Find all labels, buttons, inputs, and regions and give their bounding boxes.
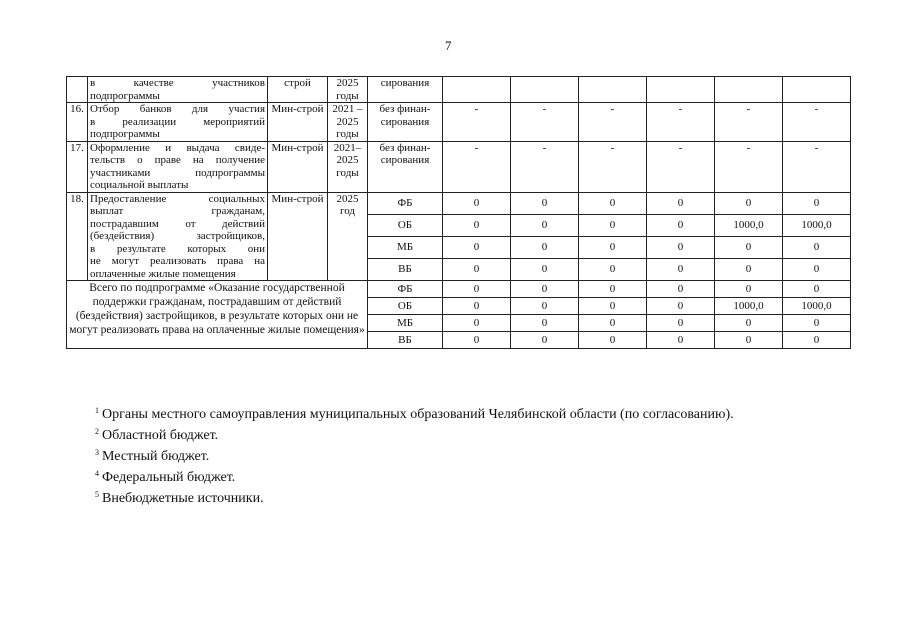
value-cell: 0	[783, 192, 851, 214]
footnote	[95, 444, 734, 465]
funding-source-cell: ОБ	[368, 214, 443, 236]
value-cell: 0	[579, 258, 647, 280]
value-cell: 0	[511, 236, 579, 258]
event-name-cell	[88, 77, 268, 103]
value-cell: 0	[579, 192, 647, 214]
value-cell: 0	[647, 236, 715, 258]
event-name-cell	[88, 103, 268, 142]
event-name-line: Отбор банков для участия	[90, 103, 265, 115]
footnote-mark: 4	[95, 469, 99, 478]
value-cell: 0	[579, 298, 647, 315]
term-cell: 2025 годы	[328, 77, 368, 103]
value-cell: 0	[443, 298, 511, 315]
value-cell: -	[783, 103, 851, 142]
footnote-text: Федеральный бюджет.	[102, 470, 236, 485]
funding-source-cell: ВБ	[368, 332, 443, 349]
event-name-line: пострадавшим от действий	[90, 217, 265, 230]
funding-source-cell: МБ	[368, 315, 443, 332]
total-label-cell: Всего по подпрограмме «Оказание государственной поддержки гражданам, пострадавшим от действий (бездействия) застройщиков, в результате которых они не могут реализовать права на оплаченные жилые помещения»	[67, 281, 368, 349]
value-cell	[715, 77, 783, 103]
value-cell: 0	[511, 192, 579, 214]
funding-cell: сирования	[368, 77, 443, 103]
footnote	[95, 402, 734, 423]
value-cell	[511, 77, 579, 103]
value-cell: 0	[511, 214, 579, 236]
footnote	[95, 486, 734, 507]
event-name-line: (бездействия) застройщиков,	[90, 230, 265, 242]
value-cell: 0	[511, 281, 579, 298]
funding-source-cell: МБ	[368, 236, 443, 258]
event-name-line: в результате которых они	[90, 242, 265, 255]
row-number: 16.	[67, 103, 88, 142]
value-cell: 0	[647, 281, 715, 298]
value-cell: 0	[783, 315, 851, 332]
value-cell: 0	[783, 281, 851, 298]
value-cell: 0	[511, 332, 579, 349]
value-cell: -	[579, 141, 647, 192]
value-cell: 0	[647, 332, 715, 349]
event-name-cell	[88, 141, 268, 192]
funding-source-cell: ФБ	[368, 281, 443, 298]
funding-cell: без финан-сирования	[368, 141, 443, 192]
value-cell: 1000,0	[715, 214, 783, 236]
value-cell: -	[511, 141, 579, 192]
executor-cell: Мин-строй	[268, 192, 328, 281]
value-cell: 0	[715, 258, 783, 280]
executor-cell: Мин-строй	[268, 141, 328, 192]
value-cell: -	[443, 141, 511, 192]
footnote-text: Местный бюджет.	[102, 449, 210, 464]
event-name-line: не могут реализовать права на	[90, 255, 265, 267]
term-cell: 2021 – 2025 годы	[328, 103, 368, 142]
value-cell: 0	[647, 192, 715, 214]
event-name-line: выплат гражданам,	[90, 205, 265, 217]
footnote-mark: 2	[95, 427, 99, 436]
table-row	[67, 77, 851, 103]
value-cell: 0	[443, 258, 511, 280]
page-number: 7	[445, 38, 452, 53]
value-cell: -	[715, 141, 783, 192]
event-name-line: социальной выплаты	[90, 179, 189, 191]
event-name-cell	[88, 192, 268, 281]
value-cell	[579, 77, 647, 103]
value-cell: 1000,0	[715, 298, 783, 315]
value-cell: 0	[647, 258, 715, 280]
value-cell: 0	[783, 236, 851, 258]
value-cell: -	[511, 103, 579, 142]
value-cell: -	[783, 141, 851, 192]
executor-cell: строй	[268, 77, 328, 103]
event-name-line: участниками подпрограммы	[90, 166, 265, 179]
value-cell: 0	[511, 258, 579, 280]
event-name-line: в реализации мероприятий	[90, 115, 265, 128]
event-name-line: подпрограммы	[90, 89, 160, 102]
value-cell: 0	[579, 315, 647, 332]
value-cell: 0	[511, 315, 579, 332]
footnote-mark: 1	[95, 406, 99, 415]
event-name-line: тельств о праве на получение	[90, 154, 265, 166]
footnote	[95, 423, 734, 444]
row-number	[67, 77, 88, 103]
value-cell: -	[579, 103, 647, 142]
funding-source-cell: ФБ	[368, 192, 443, 214]
footnote	[95, 465, 734, 486]
footnote-text: Органы местного самоуправления муниципальных образований Челябинской области (по согласованию).	[102, 407, 734, 422]
value-cell: 0	[647, 214, 715, 236]
value-cell: 0	[579, 332, 647, 349]
value-cell: 0	[715, 315, 783, 332]
value-cell: 0	[443, 315, 511, 332]
value-cell: 0	[715, 281, 783, 298]
value-cell: 0	[443, 214, 511, 236]
value-cell: 1000,0	[783, 298, 851, 315]
value-cell: 0	[443, 281, 511, 298]
table-row	[67, 192, 851, 214]
footnote-text: Областной бюджет.	[102, 428, 219, 443]
event-name-line: Оформление и выдача свиде-	[90, 141, 265, 154]
event-name-line: Предоставление социальных	[90, 192, 265, 205]
event-name-line: подпрограммы	[90, 128, 160, 140]
value-cell: 0	[443, 236, 511, 258]
row-number: 17.	[67, 141, 88, 192]
value-cell: -	[443, 103, 511, 142]
footnote-text: Внебюджетные источники.	[102, 491, 264, 506]
footnote-mark: 5	[95, 490, 99, 499]
footnotes	[95, 402, 734, 507]
value-cell: 0	[579, 214, 647, 236]
term-cell: 2021– 2025 годы	[328, 141, 368, 192]
funding-source-cell: ОБ	[368, 298, 443, 315]
value-cell: 0	[579, 281, 647, 298]
funding-source-cell: ВБ	[368, 258, 443, 280]
value-cell: -	[647, 141, 715, 192]
table-row	[67, 281, 851, 298]
value-cell: -	[647, 103, 715, 142]
value-cell: 0	[715, 192, 783, 214]
value-cell: 0	[647, 298, 715, 315]
value-cell: 0	[511, 298, 579, 315]
table-row	[67, 103, 851, 142]
value-cell: 0	[783, 332, 851, 349]
value-cell: 0	[443, 192, 511, 214]
value-cell	[443, 77, 511, 103]
event-name-line: в качестве участников	[90, 77, 265, 89]
event-name-line: оплаченные жилые помещения	[90, 267, 236, 280]
footnote-mark: 3	[95, 448, 99, 457]
funding-cell: без финан-сирования	[368, 103, 443, 142]
value-cell: 0	[715, 236, 783, 258]
value-cell: 0	[647, 315, 715, 332]
value-cell: -	[715, 103, 783, 142]
value-cell: 0	[579, 236, 647, 258]
row-number: 18.	[67, 192, 88, 281]
term-cell: 2025 год	[328, 192, 368, 281]
value-cell: 0	[783, 258, 851, 280]
executor-cell: Мин-строй	[268, 103, 328, 142]
table-row	[67, 141, 851, 192]
subprogram-events-table	[66, 76, 851, 349]
value-cell: 0	[715, 332, 783, 349]
value-cell	[647, 77, 715, 103]
value-cell	[783, 77, 851, 103]
value-cell: 0	[443, 332, 511, 349]
value-cell: 1000,0	[783, 214, 851, 236]
